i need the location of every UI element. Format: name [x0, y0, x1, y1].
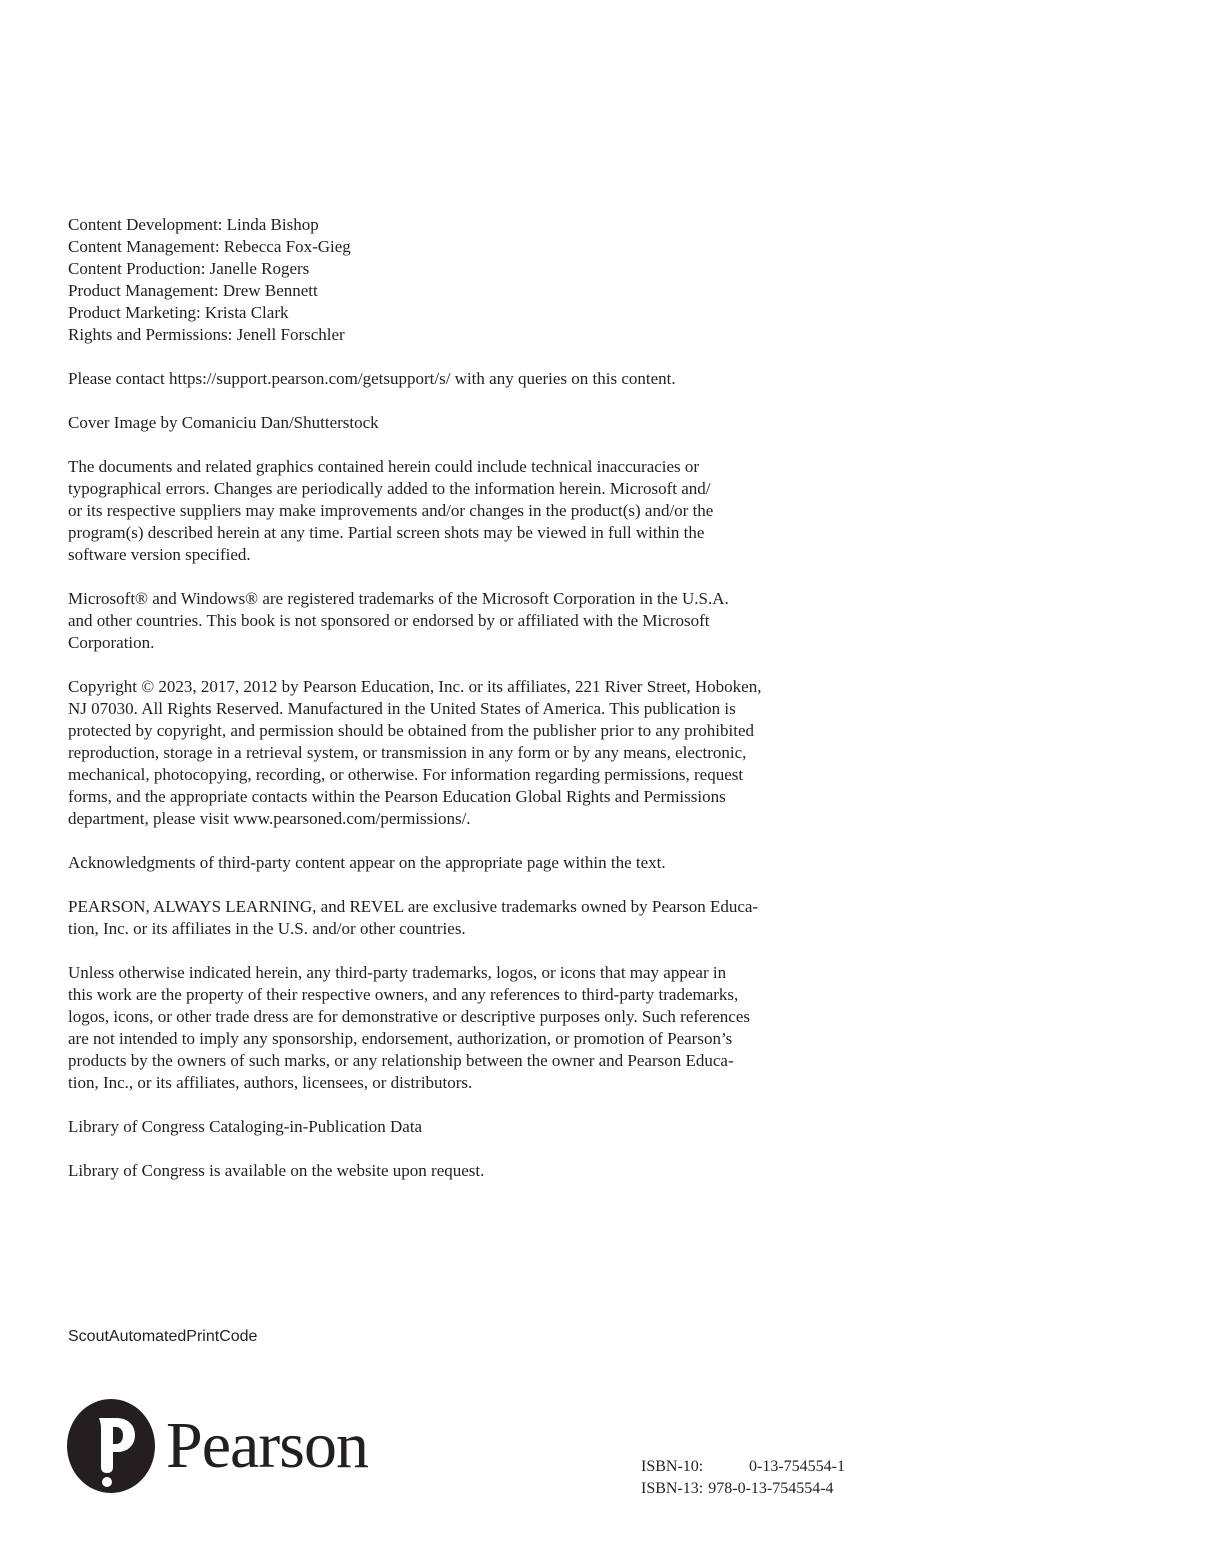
isbn-10-row	[641, 1456, 845, 1478]
pearson-trademarks-paragraph	[68, 896, 868, 940]
third-party-line: this work are the property of their respective owners, and any references to third-party trademarks,	[68, 985, 739, 1004]
loc-available-paragraph	[68, 1160, 868, 1182]
copyright-page-body	[68, 368, 868, 1204]
isbn-10-label: ISBN-10:	[641, 1458, 704, 1475]
credit-product-marketing: Product Marketing: Krista Clark	[68, 303, 289, 322]
trademark-line: Microsoft® and Windows® are registered trademarks of the Microsoft Corporation in the U.S.A.	[68, 589, 729, 608]
pearson-wordmark: Pearson	[166, 1409, 368, 1482]
acknowledgments-paragraph	[68, 852, 868, 874]
pearson-p-icon	[66, 1398, 158, 1494]
third-party-line: Unless otherwise indicated herein, any third-party trademarks, logos, or icons that may appear in	[68, 963, 727, 982]
microsoft-trademark-paragraph	[68, 588, 868, 654]
copyright-line: forms, and the appropriate contacts within the Pearson Education Global Rights and Permissions	[68, 787, 726, 806]
loc-heading: Library of Congress Cataloging-in-Publication Data	[68, 1117, 423, 1136]
third-party-line: tion, Inc., or its affiliates, authors, licensees, or distributors.	[68, 1073, 473, 1092]
isbn-10-value: 0-13-754554-1	[749, 1458, 845, 1475]
print-code: ScoutAutomatedPrintCode	[68, 1328, 258, 1345]
disclaimer-paragraph	[68, 456, 868, 566]
copyright-line: mechanical, photocopying, recording, or otherwise. For information regarding permissions, request	[68, 765, 744, 784]
trademark-line: and other countries. This book is not sponsored or endorsed by or affiliated with the Microsoft	[68, 611, 710, 630]
disclaimer-line: typographical errors. Changes are periodically added to the information herein. Microsoft and/	[68, 479, 711, 498]
copyright-line: department, please visit www.pearsoned.com/permissions/.	[68, 809, 471, 828]
disclaimer-line: software version specified.	[68, 545, 251, 564]
cover-image-credit: Cover Image by Comaniciu Dan/Shutterstock	[68, 413, 379, 432]
pearson-trademark-line: PEARSON, ALWAYS LEARNING, and REVEL are exclusive trademarks owned by Pearson Educa-	[68, 897, 759, 916]
credits-block	[68, 214, 868, 346]
copyright-line: Copyright © 2023, 2017, 2012 by Pearson Education, Inc. or its affiliates, 221 River Street, Hoboken,	[68, 677, 762, 696]
loc-available-text: Library of Congress is available on the website upon request.	[68, 1161, 485, 1180]
disclaimer-line: program(s) described herein at any time. Partial screen shots may be viewed in full within the	[68, 523, 705, 542]
pearson-logo	[66, 1398, 396, 1498]
contact-text: Please contact https://support.pearson.com/getsupport/s/ with any queries on this content.	[68, 369, 676, 388]
loc-heading-paragraph	[68, 1116, 868, 1138]
copyright-line: reproduction, storage in a retrieval system, or transmission in any form or by any means, electronic,	[68, 743, 747, 762]
copyright-line: NJ 07030. All Rights Reserved. Manufactured in the United States of America. This publication is	[68, 699, 736, 718]
contact-paragraph	[68, 368, 868, 390]
credit-product-management: Product Management: Drew Bennett	[68, 281, 318, 300]
cover-image-paragraph	[68, 412, 868, 434]
credit-content-development: Content Development: Linda Bishop	[68, 215, 319, 234]
copyright-line: protected by copyright, and permission should be obtained from the publisher prior to any prohibited	[68, 721, 754, 740]
acknowledgments-text: Acknowledgments of third-party content appear on the appropriate page within the text.	[68, 853, 666, 872]
third-party-line: products by the owners of such marks, or any relationship between the owner and Pearson Educa-	[68, 1051, 734, 1070]
disclaimer-line: or its respective suppliers may make improvements and/or changes in the product(s) and/or the	[68, 501, 714, 520]
trademark-line: Corporation.	[68, 633, 155, 652]
third-party-line: logos, icons, or other trade dress are for demonstrative or descriptive purposes only. Such references	[68, 1007, 750, 1026]
credit-content-production: Content Production: Janelle Rogers	[68, 259, 310, 278]
credit-rights-permissions: Rights and Permissions: Jenell Forschler	[68, 325, 345, 344]
isbn-block	[641, 1456, 845, 1500]
isbn-13-row	[641, 1478, 845, 1500]
copyright-paragraph	[68, 676, 868, 830]
credit-content-management: Content Management: Rebecca Fox-Gieg	[68, 237, 351, 256]
isbn-13-value: 978-0-13-754554-4	[708, 1480, 834, 1497]
third-party-line: are not intended to imply any sponsorship, endorsement, authorization, or promotion of Pearson’s	[68, 1029, 733, 1048]
disclaimer-line: The documents and related graphics contained herein could include technical inaccuracies or	[68, 457, 700, 476]
isbn-13-label: ISBN-13:	[641, 1480, 704, 1497]
pearson-trademark-line: tion, Inc. or its affiliates in the U.S. and/or other countries.	[68, 919, 466, 938]
third-party-paragraph	[68, 962, 868, 1094]
